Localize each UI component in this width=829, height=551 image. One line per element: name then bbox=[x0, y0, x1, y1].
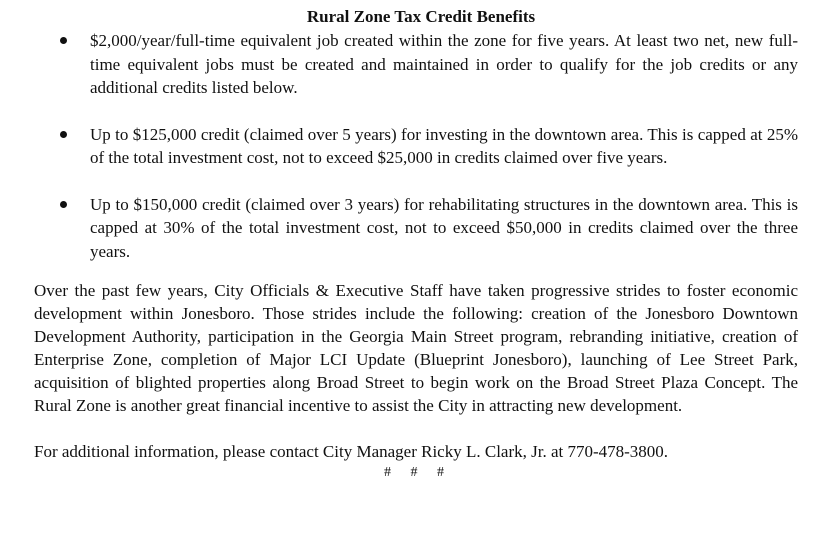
list-item-text: Up to $125,000 credit (claimed over 5 years) for investing in the downtown area. This is capped at 25% of the total investment cost, not to exceed $25,000 in credits claimed over five years. bbox=[90, 124, 798, 167]
body-paragraph: Over the past few years, City Officials & Executive Staff have taken progressive strides to foster economic development within Jonesboro. Those strides include the following: creation of the Jonesboro Downtown Development Authority, participation in the Georgia Main Street program, rebranding initiative, creation of Enterprise Zone, completion of Major LCI Update (Blueprint Jonesboro), launching of Lee Street Park, acquisition of blighted properties along Broad Street to begin work on the Broad Street Plaza Concept. The Rural Zone is another great financial incentive to assist the City in attracting new development. bbox=[34, 281, 798, 415]
list-item-text: Up to $150,000 credit (claimed over 3 years) for rehabilitating structures in the downtown area. This is capped at 30% of the total investment cost, not to exceed $50,000 in credits claimed over the three years. bbox=[90, 194, 798, 261]
list-item bbox=[34, 193, 798, 264]
bullet-icon bbox=[60, 201, 67, 208]
list-item bbox=[34, 123, 798, 170]
document-title: Rural Zone Tax Credit Benefits bbox=[306, 7, 536, 26]
document-page bbox=[34, 6, 798, 482]
bullet-icon bbox=[60, 37, 67, 44]
contact-paragraph: For additional information, please contact City Manager Ricky L. Clark, Jr. at 770-478-3800. bbox=[34, 442, 669, 461]
benefits-list bbox=[34, 29, 798, 263]
end-mark: # # # bbox=[384, 465, 452, 480]
list-item bbox=[34, 29, 798, 100]
bullet-icon bbox=[60, 131, 67, 138]
list-item-text: $2,000/year/full-time equivalent job created within the zone for five years. At least two net, new full-time equivalent jobs must be created and maintained in order to qualify for the job credits or any additional credits listed below. bbox=[90, 31, 798, 97]
